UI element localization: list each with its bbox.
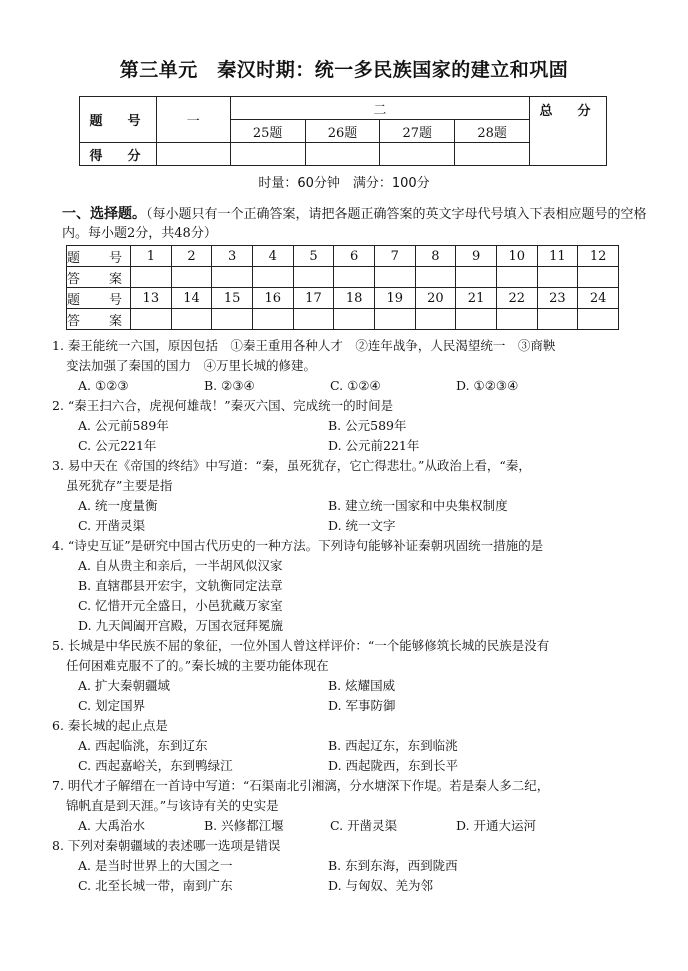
score-table-score-label: 得 分 [80,143,157,166]
score-cell[interactable] [380,143,455,166]
answer-option[interactable]: A. ①②③ [78,378,129,393]
score-cell[interactable] [455,143,530,166]
question-stem: 8. 下列对秦朝疆域的表述哪一选项是错误 [52,838,281,853]
question-stem: 3. 易中天在《帝国的终结》中写道：“秦，虽死犹存，它亡得悲壮。”从政治上看，“秦， [52,458,531,473]
score-table-sub-header: 28题 [455,120,530,143]
answer-table-answer-label: 答 案 [67,309,131,330]
section-one-heading [62,205,652,243]
option-group [52,736,652,776]
answer-table-answer-row-1 [67,267,619,288]
question-stem: 1. 秦王能统一六国，原因包括 ①秦王重用各种人才 ②连年战争，人民渴望统一 ③商鞅 [52,338,556,353]
answer-cell[interactable] [212,267,253,288]
question-item [52,396,652,456]
answer-table-number-label: 题 号 [67,288,131,309]
answer-option[interactable]: C. 北至长城一带，南到广东 [78,878,233,893]
answer-cell[interactable] [374,267,415,288]
question-stem: 7. 明代才子解缙在一首诗中写道：“石渠南北引湘漓，分水塘深下作堤。若是秦人多二纪， [52,778,550,793]
score-cell[interactable] [156,143,230,166]
question-item [52,456,652,536]
answer-option[interactable]: B. ②③④ [204,378,255,393]
answer-cell[interactable] [131,267,172,288]
answer-option[interactable]: C. 西起嘉峪关，东到鸭绿江 [78,758,233,773]
answer-option[interactable]: B. 炫耀国威 [328,678,396,693]
question-stem: 4. “诗史互证”是研究中国古代历史的一种方法。下列诗句能够补证秦朝巩固统一措施的是 [52,538,544,553]
answer-option[interactable]: A. 西起临洮，东到辽东 [78,738,208,753]
score-table-number-label: 题 号 [80,97,157,143]
question-number: 19 [374,288,415,309]
answer-option[interactable]: B. 东到东海，西到陇西 [328,858,458,873]
question-number: 10 [496,246,537,267]
score-table-sub-header: 25题 [230,120,305,143]
question-number: 7 [374,246,415,267]
question-list [52,336,652,896]
answer-cell[interactable] [212,309,253,330]
answer-option[interactable]: D. 西起陇西，东到长平 [328,758,459,773]
score-table-total-label: 总 分 [530,97,607,166]
answer-option[interactable]: D. 与匈奴、羌为邻 [328,878,434,893]
answer-option[interactable]: C. 划定国界 [78,698,146,713]
section-one-label: 一、选择题。 [62,206,146,222]
score-table-part-two: 二 [230,97,529,120]
answer-cell[interactable] [456,267,497,288]
answer-option[interactable]: B. 直辖郡县开宏宇，文轨衡同定法章 [78,578,283,593]
question-stem-continued: 虽死犹存”主要是指 [66,478,173,493]
question-item [52,836,652,896]
answer-cell[interactable] [334,267,375,288]
answer-option[interactable]: A. 扩大秦朝疆域 [78,678,170,693]
question-number: 3 [212,246,253,267]
answer-cell[interactable] [537,267,578,288]
question-number: 21 [456,288,497,309]
answer-option[interactable]: D. ①②③④ [456,378,519,393]
answer-cell[interactable] [537,309,578,330]
answer-cell[interactable] [374,309,415,330]
answer-cell[interactable] [456,309,497,330]
question-number: 22 [496,288,537,309]
answer-option[interactable]: A. 大禹治水 [78,818,145,833]
answer-option[interactable]: D. 统一文字 [328,518,396,533]
question-number: 13 [131,288,172,309]
answer-option[interactable]: B. 西起辽东，东到临洮 [328,738,458,753]
question-number: 8 [415,246,456,267]
section-one-instruction: （每小题只有一个正确答案，请把各题正确答案的英文字母代号填入下表相应题号的空格内。每小题2分，共48分） [62,207,647,241]
option-group [52,556,652,636]
answer-cell[interactable] [578,267,619,288]
answer-cell[interactable] [171,267,212,288]
question-number: 23 [537,288,578,309]
answer-table-answer-row-2 [67,309,619,330]
option-group [52,816,652,836]
option-group [52,376,652,396]
question-number: 5 [293,246,334,267]
option-group [52,496,652,536]
answer-option[interactable]: D. 公元前221年 [328,438,420,453]
answer-option[interactable]: D. 开通大运河 [456,818,537,833]
answer-cell[interactable] [415,309,456,330]
option-group [52,416,652,456]
answer-cell[interactable] [496,309,537,330]
answer-option[interactable]: C. 忆惜开元全盛日，小邑犹藏万家室 [78,598,283,613]
answer-option[interactable]: B. 建立统一国家和中央集权制度 [328,498,508,513]
option-group [52,676,652,716]
answer-cell[interactable] [131,309,172,330]
answer-cell[interactable] [293,267,334,288]
question-stem-continued: 任何困难克服不了的。”秦长城的主要功能体现在 [66,658,329,673]
answer-table [66,245,619,330]
answer-option[interactable]: A. 统一度量衡 [78,498,158,513]
question-item [52,716,652,776]
question-stem: 2. “秦王扫六合，虎视何雄哉！”秦灭六国、完成统一的时间是 [52,398,394,413]
score-table-sub-header: 26题 [305,120,380,143]
answer-cell[interactable] [334,309,375,330]
question-number: 2 [171,246,212,267]
question-number: 4 [252,246,293,267]
answer-option[interactable]: C. 开凿灵渠 [330,818,398,833]
question-number: 14 [171,288,212,309]
answer-option[interactable]: C. 公元221年 [78,438,157,453]
score-table [79,96,607,166]
answer-cell[interactable] [578,309,619,330]
question-number: 12 [578,246,619,267]
question-number: 18 [334,288,375,309]
question-stem: 6. 秦长城的起止点是 [52,718,168,733]
answer-option[interactable]: B. 兴修都江堰 [204,818,284,833]
question-stem-continued: 锦帆直是到天涯。”与该诗有关的史实是 [66,798,279,813]
answer-option[interactable]: D. 军事防御 [328,698,396,713]
answer-option[interactable]: A. 公元前589年 [78,418,169,433]
answer-table-number-row-1 [67,246,619,267]
option-group [52,856,652,896]
question-number: 17 [293,288,334,309]
question-number: 11 [537,246,578,267]
score-table-sub-header: 27题 [380,120,455,143]
answer-table-answer-label: 答 案 [67,267,131,288]
score-cell[interactable] [230,143,305,166]
question-number: 6 [334,246,375,267]
answer-option[interactable]: D. 九天阊阖开宫殿，万国衣冠拜冕旒 [78,618,284,633]
answer-option[interactable]: C. 开凿灵渠 [78,518,146,533]
question-stem: 5. 长城是中华民族不屈的象征，一位外国人曾这样评价：“一个能够修筑长城的民族是没有 [52,638,550,653]
answer-cell[interactable] [496,267,537,288]
question-item [52,536,652,636]
answer-option[interactable]: A. 是当时世界上的大国之一 [78,858,233,873]
answer-option[interactable]: C. ①②④ [330,378,381,393]
score-cell[interactable] [305,143,380,166]
question-item [52,336,652,396]
time-score-line: 时量：60分钟 满分：100分 [258,176,430,191]
page-title: 第三单元 秦汉时期：统一多民族国家的建立和巩固 [119,59,569,81]
answer-cell[interactable] [415,267,456,288]
answer-table-number-row-2 [67,288,619,309]
question-item [52,636,652,716]
question-number: 1 [131,246,172,267]
question-stem-continued: 变法加强了秦国的国力 ④万里长城的修建。 [66,358,317,373]
question-number: 20 [415,288,456,309]
answer-cell[interactable] [171,309,212,330]
question-number: 16 [252,288,293,309]
score-table-part-one: 一 [156,97,230,143]
question-number: 15 [212,288,253,309]
question-item [52,776,652,836]
answer-cell[interactable] [293,309,334,330]
question-number: 9 [456,246,497,267]
answer-table-number-label: 题 号 [67,246,131,267]
answer-cell[interactable] [252,267,293,288]
answer-cell[interactable] [252,309,293,330]
answer-option[interactable]: A. 自从贵主和亲后，一半胡风似汉家 [78,558,283,573]
question-number: 24 [578,288,619,309]
answer-option[interactable]: B. 公元589年 [328,418,407,433]
